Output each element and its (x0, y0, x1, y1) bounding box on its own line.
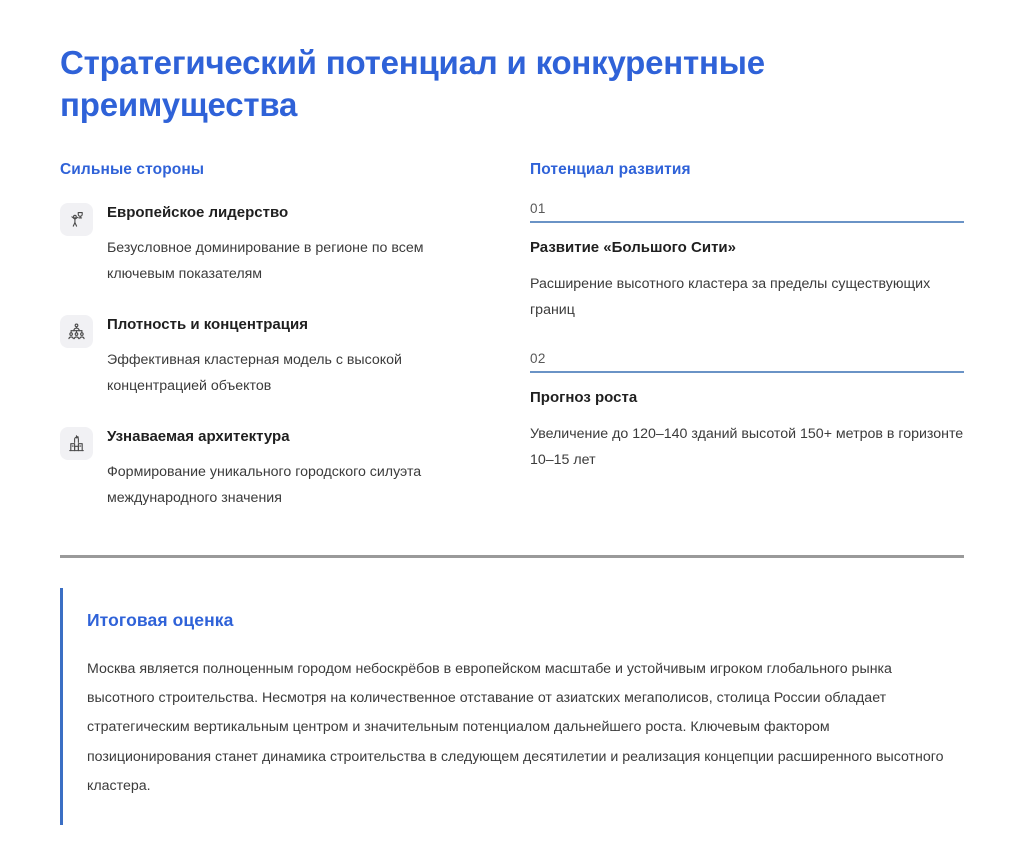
strengths-column (60, 161, 515, 511)
conclusion-block (60, 588, 964, 825)
trophy-person-icon (60, 203, 93, 236)
conclusion-title: Итоговая оценка (87, 610, 234, 631)
strength-description: Эффективная кластерная модель с высокой концентрацией объектов (107, 351, 402, 394)
potential-column (530, 161, 964, 473)
strength-body (107, 425, 515, 511)
people-cluster-icon (60, 315, 93, 348)
strength-description: Формирование уникального городского силуэта международного значения (107, 463, 422, 506)
strength-title: Плотность и концентрация (107, 316, 308, 334)
section-divider (60, 555, 964, 558)
potential-rule (530, 371, 964, 373)
page-title: Стратегический потенциал и конкурентные преимущества (60, 44, 765, 123)
strength-body (107, 201, 515, 287)
potential-title: Прогноз роста (530, 389, 638, 407)
strength-description: Безусловное доминирование в регионе по всем ключевым показателям (107, 239, 424, 282)
strength-title: Европейское лидерство (107, 204, 289, 222)
landmark-building-icon (60, 427, 93, 460)
conclusion-text: Москва является полноценным городом небоскрёбов в европейском масштабе и устойчивым игроком глобального рынка высотного строительства. Несмотря на количественное отставание от азиатских мегаполисов, столица России обладает стратегическим вертикальным центром и значительным потенциалом дальнейшего роста. Ключевым фактором позиционирования станет динамика строительства в следующем десятилетии и реализация концепции расширенного высотного кластера. (87, 661, 944, 794)
potential-number: 01 (530, 201, 546, 217)
two-column-area (60, 161, 964, 511)
potential-item (530, 201, 964, 323)
potential-number: 02 (530, 351, 546, 367)
strength-item (60, 425, 515, 511)
potential-description: Расширение высотного кластера за пределы существующих границ (530, 275, 931, 318)
potential-description: Увеличение до 120–140 зданий высотой 150+ метров в горизонте 10–15 лет (530, 425, 964, 468)
strength-title: Узнаваемая архитектура (107, 428, 290, 446)
strength-body (107, 313, 515, 399)
strength-item (60, 201, 515, 287)
potential-item (530, 351, 964, 473)
strengths-heading: Сильные стороны (60, 161, 205, 179)
strength-item (60, 313, 515, 399)
potential-title: Развитие «Большого Сити» (530, 239, 736, 257)
potential-heading: Потенциал развития (530, 161, 691, 179)
potential-rule (530, 221, 964, 223)
